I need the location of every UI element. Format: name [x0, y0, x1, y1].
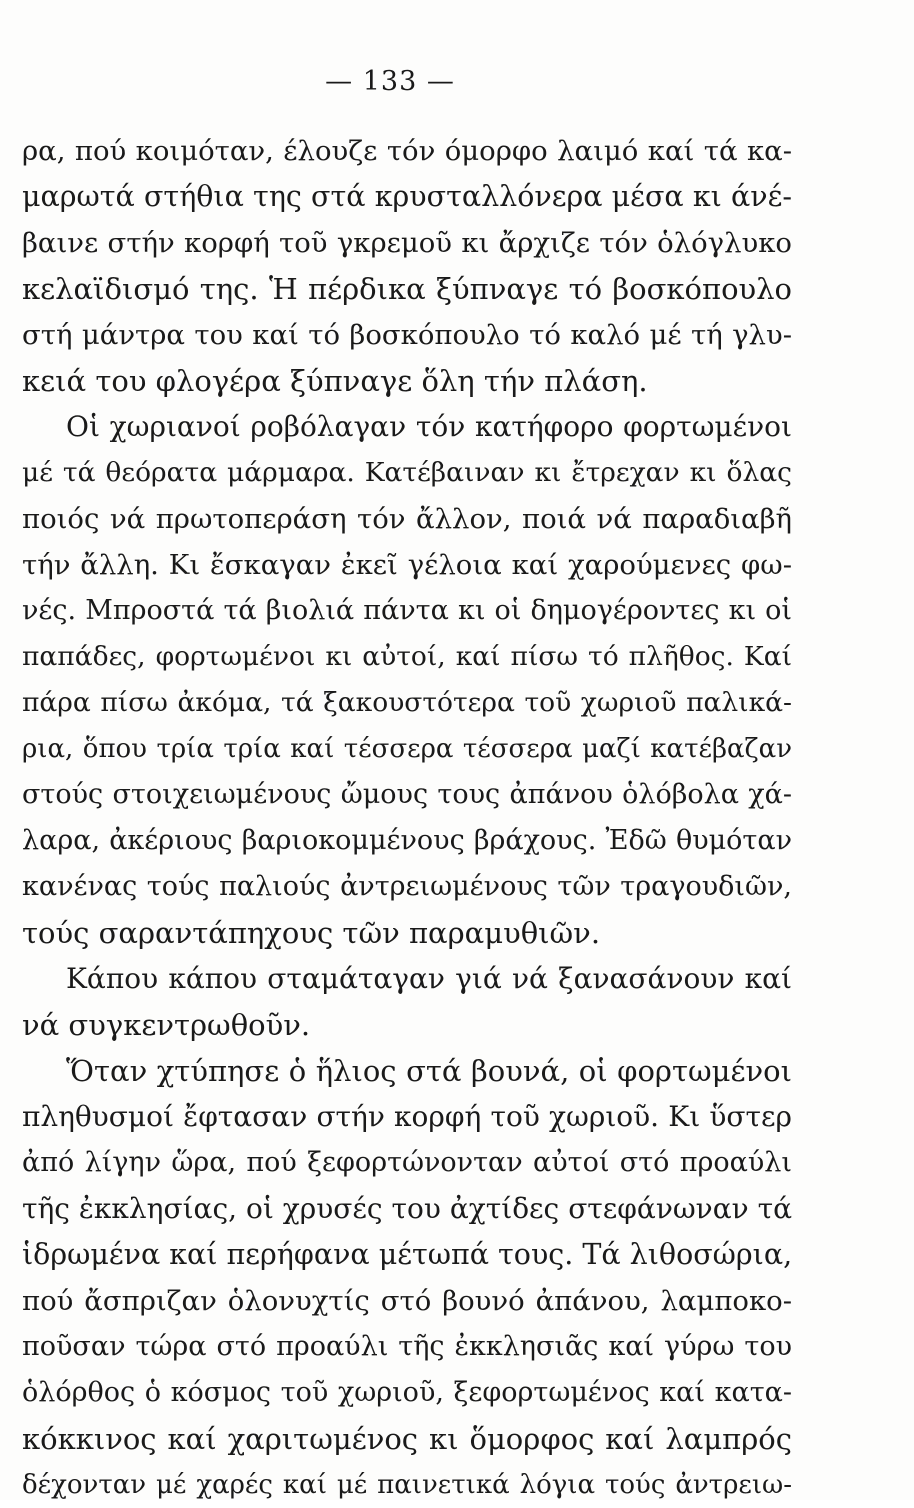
text-line: μέ τά θεόρατα μάρμαρα. Κατέβαιναν κι ἔτρεχαν κι ὅλας [22, 457, 792, 488]
text-line: πληθυσμοί ἔφτασαν στήν κορφή τοῦ χωριοῦ. Κι ὕστερ [22, 1100, 792, 1133]
text-line: τήν ἄλλη. Κι ἔσκαγαν ἐκεῖ γέλοια καί χαρούμενες φω- [22, 549, 792, 581]
text-line: κειά του φλογέρα ξύπναγε ὅλη τήν πλάση. [22, 364, 648, 398]
text-line: νές. Μπροστά τά βιολιά πάντα κι οἱ δημογέροντες κι οἱ [22, 595, 792, 626]
text-line: πάρα πίσω ἀκόμα, τά ξακουστότερα τοῦ χωριοῦ παλικά- [22, 687, 792, 718]
text-line: βαινε στήν κορφή τοῦ γκρεμοῦ κι ἄρχιζε τόν ὁλόγλυκο [22, 227, 792, 259]
text-line: νά συγκεντρωθοῦν. [22, 1008, 311, 1042]
text-line: στούς στοιχειωμένους ὤμους τους ἀπάνου ὁλόβολα χά- [22, 779, 792, 810]
text-line: ἱδρωμένα καί περήφανα μέτωπά τους. Τά λιθοσώρια, [22, 1238, 792, 1271]
text-line: ποῦσαν τώρα στό προαύλι τῆς ἐκκλησιᾶς καί γύρω του [22, 1331, 792, 1362]
text-line: πού ἄσπριζαν ὁλονυχτίς στό βουνό ἀπάνου, λαμποκο- [22, 1285, 792, 1317]
body-text [22, 128, 792, 1508]
text-line: κόκκινος καί χαριτωμένος κι ὅμορφος καί λαμπρός [22, 1422, 792, 1456]
text-line: ρα, πού κοιμόταν, έλουζε τόν όμορφο λαιμό καί τά κα- [22, 135, 792, 167]
text-line: μαρωτά στήθια της στά κρυσταλλόνερα μέσα κι άνέ- [22, 180, 792, 213]
text-line: ποιός νά πρωτοπεράση τόν ἄλλον, ποιά νά παραδιαβῆ [22, 503, 792, 535]
text-line: κελαϊδισμό της. Ἡ πέρδικα ξύπναγε τό βοσκόπουλο [22, 272, 792, 306]
text-line: ρια, ὅπου τρία τρία καί τέσσερα τέσσερα μαζί κατέβαζαν [22, 734, 792, 764]
text-line: δέχονταν μέ χαρές καί μέ παινετικά λόγια τούς ἀντρειω- [22, 1470, 792, 1500]
text-line: στή μάντρα του καί τό βοσκόπουλο τό καλό μέ τή γλυ- [22, 319, 792, 351]
text-line: Κάπου κάπου σταμάταγαν γιά νά ξανασάνουν καί [66, 962, 792, 995]
text-line: κανένας τούς παλιούς ἀντρειωμένους τῶν τραγουδιῶν, [22, 871, 792, 902]
text-line: τῆς ἐκκλησίας, οἱ χρυσές του ἀχτίδες στεφάνωναν τά [22, 1192, 792, 1225]
text-line: λαρα, ἀκέριους βαριοκομμένους βράχους. Ἐδῶ θυμόταν [22, 825, 792, 856]
page-number: — 133 — [325, 66, 455, 97]
text-line: παπάδες, φορτωμένοι κι αὐτοί, καί πίσω τό πλῆθος. Καί [22, 641, 792, 672]
text-line: ἀπό λίγην ὥρα, πού ξεφορτώνονταν αὐτοί στό προαύλι [22, 1147, 792, 1178]
text-line: τούς σαραντάπηχους τῶν παραμυθιῶν. [22, 916, 601, 950]
text-line: Οἱ χωριανοί ροβόλαγαν τόν κατήφορο φορτωμένοι [66, 410, 792, 443]
text-line: ὁλόρθος ὁ κόσμος τοῦ χωριοῦ, ξεφορτωμένος καί κατα- [22, 1377, 792, 1408]
text-line: Ὅταν χτύπησε ὁ ἥλιος στά βουνά, οἱ φορτωμένοι [66, 1054, 792, 1088]
